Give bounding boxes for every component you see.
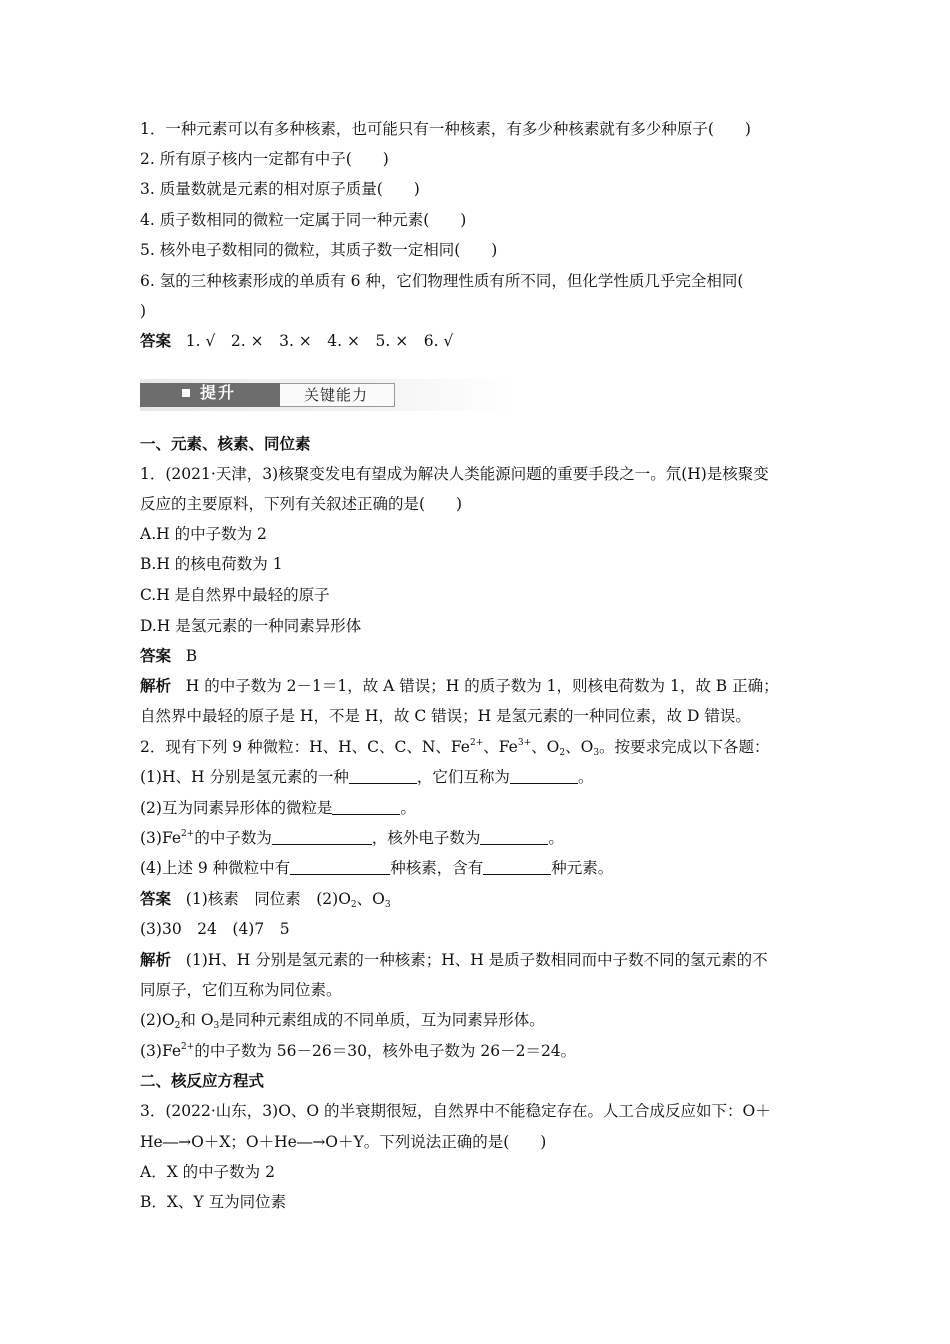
q1-line2: 反应的主要原料，下列有关叙述正确的是( ) xyxy=(140,495,463,513)
analysis-text: 是同种元素组成的不同单质，互为同素异形体。 xyxy=(219,1011,545,1029)
q2-part1 xyxy=(140,766,593,788)
judge-item-2: 2. 所有原子核内一定都有中子( ) xyxy=(140,150,389,168)
q1-answer xyxy=(140,645,197,667)
judge-item-1: 1．一种元素可以有多种核素，也可能只有一种核素，有多少种核素就有多少种原子( ) xyxy=(140,120,751,138)
answer-label: 答案 xyxy=(140,890,172,908)
square-icon xyxy=(182,389,190,397)
banner-tag: 提升 xyxy=(200,383,237,402)
q2-stem-c: 、O xyxy=(531,738,560,756)
q2-part3 xyxy=(140,827,564,849)
fill-blank[interactable] xyxy=(290,860,390,875)
analysis-text: (1)H、H 分别是氢元素的一种核素；H、H 是质子数相同而中子数不同的氢元素的不 xyxy=(185,951,768,969)
q1-line1: 1．(2021·天津，3)核聚变发电有望成为解决人类能源问题的重要手段之一。氘(H)是核聚变 xyxy=(140,465,769,483)
q2-part2 xyxy=(140,797,416,819)
q2-p1-text: ，它们互称为 xyxy=(416,768,510,786)
subscript: 2 xyxy=(174,1021,181,1031)
judge-item-4: 4. 质子数相同的微粒一定属于同一种元素( ) xyxy=(140,211,467,229)
q3-line2: He―→O＋X；O＋He―→O＋Y。下列说法正确的是( ) xyxy=(140,1133,547,1151)
q1-option-d: D.H 是氢元素的一种同素异形体 xyxy=(140,617,362,635)
q1-option-b: B.H 的核电荷数为 1 xyxy=(140,555,283,573)
charge-sup: 3+ xyxy=(517,738,532,748)
answer-text: 、O xyxy=(356,890,385,908)
charge-sup: 2+ xyxy=(181,829,195,839)
judge-item-6-end: ) xyxy=(140,302,147,320)
analysis-label: 解析 xyxy=(140,951,172,969)
fill-blank[interactable] xyxy=(510,769,578,784)
q2-p4-text: (4)上述 9 种微粒中有 xyxy=(140,859,291,877)
section1-heading: 一、元素、核素、同位素 xyxy=(140,435,311,453)
q2-stem-e: 。按要求完成以下各题： xyxy=(599,738,770,756)
q2-analysis-4 xyxy=(140,1040,576,1062)
fill-blank[interactable] xyxy=(483,860,551,875)
q2-stem-b: 、Fe xyxy=(483,738,518,756)
answer-text: (1)核素 同位素 (2)O xyxy=(185,890,351,908)
analysis-text: 和 O xyxy=(180,1011,214,1029)
q2-p3-text: (3)Fe xyxy=(140,829,182,847)
q3-option-a: A．X 的中子数为 2 xyxy=(140,1163,275,1181)
q2-part4 xyxy=(140,857,613,879)
q3-line1: 3．(2022·山东，3)O、O 的半衰期很短，自然界中不能稳定存在。人工合成反应如下：O＋ xyxy=(140,1102,771,1120)
analysis-text: (2)O xyxy=(140,1011,175,1029)
fill-blank[interactable] xyxy=(272,830,372,845)
q3-option-b: B．X、Y 互为同位素 xyxy=(140,1193,287,1211)
q2-stem-d: 、O xyxy=(565,738,594,756)
analysis-text: (3)Fe xyxy=(140,1042,182,1060)
q2-p3-text: 。 xyxy=(548,829,564,847)
analysis-text: H 的中子数为 2－1＝1，故 A 错误；H 的质子数为 1，则核电荷数为 1，故 B 正确； xyxy=(185,677,779,695)
subscript: 3 xyxy=(213,1021,220,1031)
q2-p2-text: 。 xyxy=(400,799,416,817)
judge-item-3: 3. 质量数就是元素的相对原子质量( ) xyxy=(140,180,420,198)
q2-answer-1 xyxy=(140,888,391,910)
q2-stem xyxy=(140,736,770,758)
q1-analysis-2: 自然界中最轻的原子是 H，不是 H，故 C 错误；H 是氢元素的一种同位素，故 D 错误。 xyxy=(140,707,751,725)
q1-option-a: A.H 的中子数为 2 xyxy=(140,525,267,543)
q2-p3-text: ，核外电子数为 xyxy=(371,829,481,847)
subscript: 2 xyxy=(559,748,566,758)
charge-sup: 2+ xyxy=(469,738,484,748)
q2-analysis-1 xyxy=(140,949,768,971)
q2-p1-text: 。 xyxy=(577,768,594,786)
analysis-text: 的中子数为 56－26＝30，核外电子数为 26－2＝24。 xyxy=(194,1042,577,1060)
answer-text: 1. √ 2. × 3. × 4. × 5. × 6. √ xyxy=(185,332,454,350)
answer-value: B xyxy=(185,647,198,665)
q2-p4-text: 种核素，含有 xyxy=(390,859,484,877)
analysis-label: 解析 xyxy=(140,677,172,695)
q2-analysis-2: 同原子，它们互称为同位素。 xyxy=(140,981,342,999)
q1-analysis-1 xyxy=(140,675,779,697)
q2-p1-text: (1)H、H 分别是氢元素的一种 xyxy=(140,768,349,786)
subscript: 3 xyxy=(384,900,391,910)
subscript: 3 xyxy=(593,748,600,758)
answer-label: 答案 xyxy=(140,332,172,350)
q2-analysis-3 xyxy=(140,1009,545,1031)
q2-p3-text: 的中子数为 xyxy=(194,829,272,847)
charge-sup: 2+ xyxy=(181,1042,195,1052)
judge-item-6: 6. 氢的三种核素形成的单质有 6 种，它们物理性质有所不同，但化学性质几乎完全相同( xyxy=(140,272,744,290)
fill-blank[interactable] xyxy=(349,769,417,784)
q2-stem-a: 2．现有下列 9 种微粒：H、H、C、C、N、Fe xyxy=(140,738,470,756)
fill-blank[interactable] xyxy=(480,830,548,845)
q2-p4-text: 种元素。 xyxy=(551,859,614,877)
fill-blank[interactable] xyxy=(332,800,400,815)
section-banner xyxy=(140,379,517,411)
judge-item-5: 5. 核外电子数相同的微粒，其质子数一定相同( ) xyxy=(140,241,498,259)
subscript: 2 xyxy=(350,900,357,910)
q2-p2-text: (2)互为同素异形体的微粒是 xyxy=(140,799,333,817)
q2-answer-2: (3)30 24 (4)7 5 xyxy=(140,920,290,938)
answer-label: 答案 xyxy=(140,647,172,665)
q1-option-c: C.H 是自然界中最轻的原子 xyxy=(140,586,330,604)
judge-answer xyxy=(140,330,453,352)
section2-heading: 二、核反应方程式 xyxy=(140,1072,265,1090)
banner-title: 关键能力 xyxy=(304,386,369,404)
